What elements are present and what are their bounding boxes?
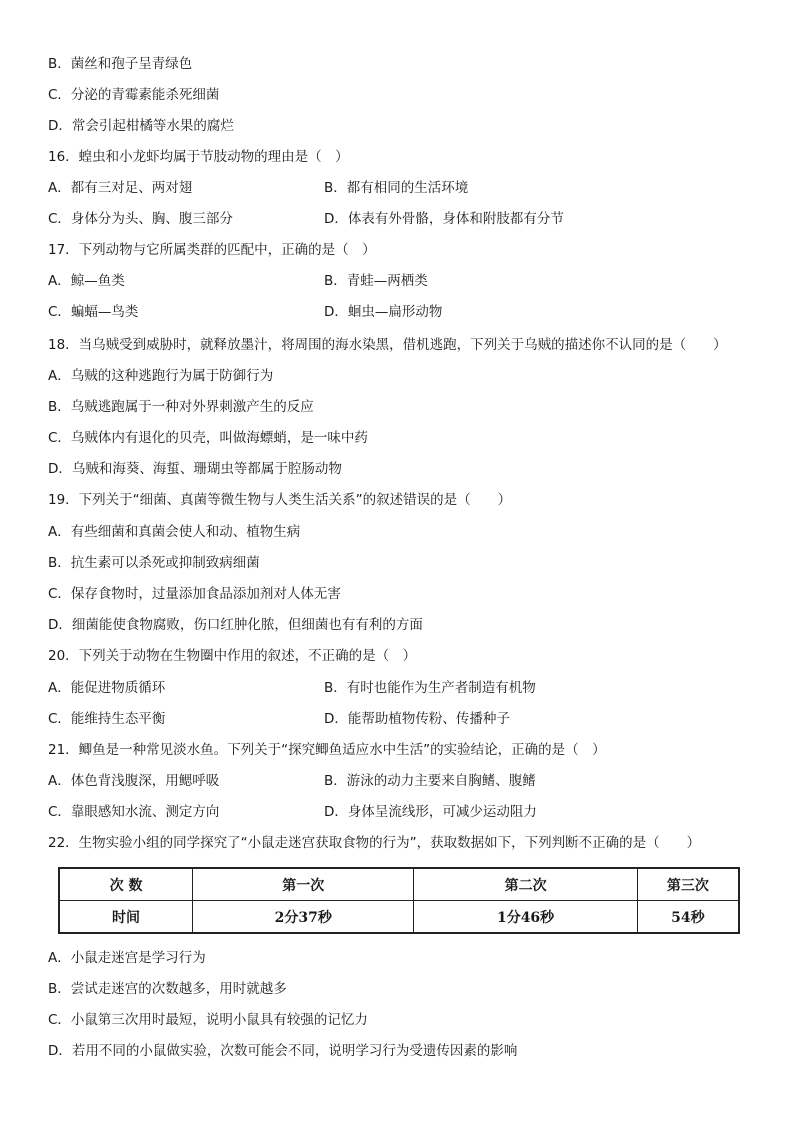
q20-option-b: B．有时也能作为生产者制造有机物 [324, 680, 536, 696]
q18-option-c: C．乌贼体内有退化的贝壳，叫做海螵蛸，是一味中药 [48, 430, 368, 446]
q18-stem: 18．当乌贼受到威胁时，就释放墨汁，将周围的海水染黑，借机逃跑，下列关于乌贼的描述你不认同的是（ ） [48, 337, 727, 353]
q15-option-b: B．菌丝和孢子呈青绿色 [48, 56, 193, 72]
q17-option-c: C．蝙蝠—鸟类 [48, 304, 139, 320]
table-cell: 时间 [59, 901, 193, 934]
q19-option-d: D．细菌能使食物腐败，伤口红肿化脓，但细菌也有有利的方面 [48, 617, 423, 633]
maze-data-table [58, 867, 740, 934]
q21-option-c: C．靠眼感知水流、测定方向 [48, 804, 220, 820]
q20-stem: 20．下列关于动物在生物圈中作用的叙述，不正确的是（ ） [48, 648, 417, 664]
q17-stem: 17．下列动物与它所属类群的匹配中，正确的是（ ） [48, 242, 376, 258]
q19-stem: 19．下列关于“细菌、真菌等微生物与人类生活关系”的叙述错误的是（ ） [48, 492, 512, 508]
q15-option-c: C．分泌的青霉素能杀死细菌 [48, 87, 220, 103]
q15-option-d: D．常会引起柑橘等水果的腐烂 [48, 118, 234, 134]
q20-option-c: C．能维持生态平衡 [48, 711, 166, 727]
q21-option-d: D．身体呈流线形，可减少运动阻力 [324, 804, 537, 820]
q18-option-d: D．乌贼和海葵、海蜇、珊瑚虫等都属于腔肠动物 [48, 461, 342, 477]
table-header-cell: 次 数 [59, 868, 193, 901]
q22-option-a: A．小鼠走迷宫是学习行为 [48, 950, 206, 966]
q16-stem: 16．蝗虫和小龙虾均属于节肢动物的理由是（ ） [48, 149, 349, 165]
q16-option-c: C．身体分为头、胸、腹三部分 [48, 211, 233, 227]
table-header-cell: 第一次 [193, 868, 414, 901]
q21-stem: 21．鲫鱼是一种常见淡水鱼。下列关于“探究鲫鱼适应水中生活”的实验结论，正确的是（ ） [48, 742, 606, 758]
q18-option-b: B．乌贼逃跑属于一种对外界刺激产生的反应 [48, 399, 314, 415]
q22-option-d: D．若用不同的小鼠做实验，次数可能会不同，说明学习行为受遗传因素的影响 [48, 1043, 518, 1059]
q21-option-a: A．体色背浅腹深，用鳃呼吸 [48, 773, 220, 789]
q20-option-a: A．能促进物质循环 [48, 680, 166, 696]
q22-option-c: C．小鼠第三次用时最短，说明小鼠具有较强的记忆力 [48, 1012, 368, 1028]
q16-option-d: D．体表有外骨骼，身体和附肢都有分节 [324, 211, 564, 227]
q19-option-b: B．抗生素可以杀死或抑制致病细菌 [48, 555, 260, 571]
q17-option-a: A．鲸—鱼类 [48, 273, 125, 289]
table-row [59, 901, 739, 934]
q16-option-a: A．都有三对足、两对翅 [48, 180, 193, 196]
q22-stem: 22．生物实验小组的同学探究了“小鼠走迷宫获取食物的行为”，获取数据如下，下列判断不正确的是（ ） [48, 835, 701, 851]
table-header-cell: 第二次 [414, 868, 637, 901]
table-cell: 54秒 [637, 901, 739, 934]
table-header-cell: 第三次 [637, 868, 739, 901]
q19-option-c: C．保存食物时，过量添加食品添加剂对人体无害 [48, 586, 341, 602]
table-cell: 1分46秒 [414, 901, 637, 934]
q18-option-a: A．乌贼的这种逃跑行为属于防御行为 [48, 368, 274, 384]
q16-option-b: B．都有相同的生活环境 [324, 180, 469, 196]
q19-option-a: A．有些细菌和真菌会使人和动、植物生病 [48, 524, 301, 540]
q17-option-b: B．青蛙—两栖类 [324, 273, 428, 289]
table-header-row [59, 868, 739, 901]
q17-option-d: D．蛔虫—扁形动物 [324, 304, 443, 320]
table-cell: 2分37秒 [193, 901, 414, 934]
q20-option-d: D．能帮助植物传粉、传播种子 [324, 711, 510, 727]
q22-option-b: B．尝试走迷宫的次数越多，用时就越多 [48, 981, 287, 997]
q21-option-b: B．游泳的动力主要来自胸鳍、腹鳍 [324, 773, 536, 789]
